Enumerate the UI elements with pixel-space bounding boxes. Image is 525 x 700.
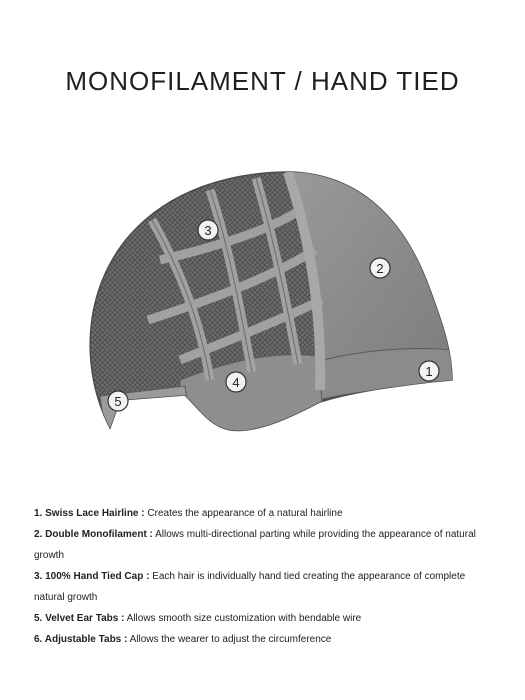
legend-term: 6. Adjustable Tabs :: [34, 634, 128, 645]
legend-desc: Allows the wearer to adjust the circumference: [129, 634, 332, 645]
svg-text:1: 1: [425, 364, 433, 379]
svg-text:4: 4: [232, 375, 240, 390]
marker-5: [108, 391, 128, 411]
legend-item: [34, 608, 494, 629]
svg-text:2: 2: [376, 261, 384, 276]
legend-desc: Allows smooth size customization with bendable wire: [126, 613, 362, 624]
legend-desc: Each hair is individually hand tied creating the appearance of complete natural growth: [34, 571, 466, 603]
marker-2: [370, 258, 390, 278]
legend-item: [34, 566, 494, 608]
legend-term: 5. Velvet Ear Tabs :: [34, 613, 125, 624]
legend-term: 1. Swiss Lace Hairline :: [34, 508, 145, 519]
feature-legend: [34, 503, 494, 650]
legend-item: [34, 524, 494, 566]
legend-item: [34, 629, 494, 650]
marker-1: [419, 361, 439, 381]
svg-text:5: 5: [114, 394, 122, 409]
legend-desc: Allows multi-directional parting while providing the appearance of natural growth: [34, 529, 476, 561]
legend-term: 3. 100% Hand Tied Cap :: [34, 571, 150, 582]
page-title: MONOFILAMENT / HAND TIED: [65, 66, 460, 96]
marker-3: [198, 220, 218, 240]
marker-4: [226, 372, 246, 392]
legend-term: 2. Double Monofilament :: [34, 529, 153, 540]
legend-desc: Creates the appearance of a natural hairline: [147, 508, 343, 519]
legend-item: [34, 503, 494, 524]
svg-text:3: 3: [204, 223, 212, 238]
wig-cap-illustration: [60, 150, 470, 440]
